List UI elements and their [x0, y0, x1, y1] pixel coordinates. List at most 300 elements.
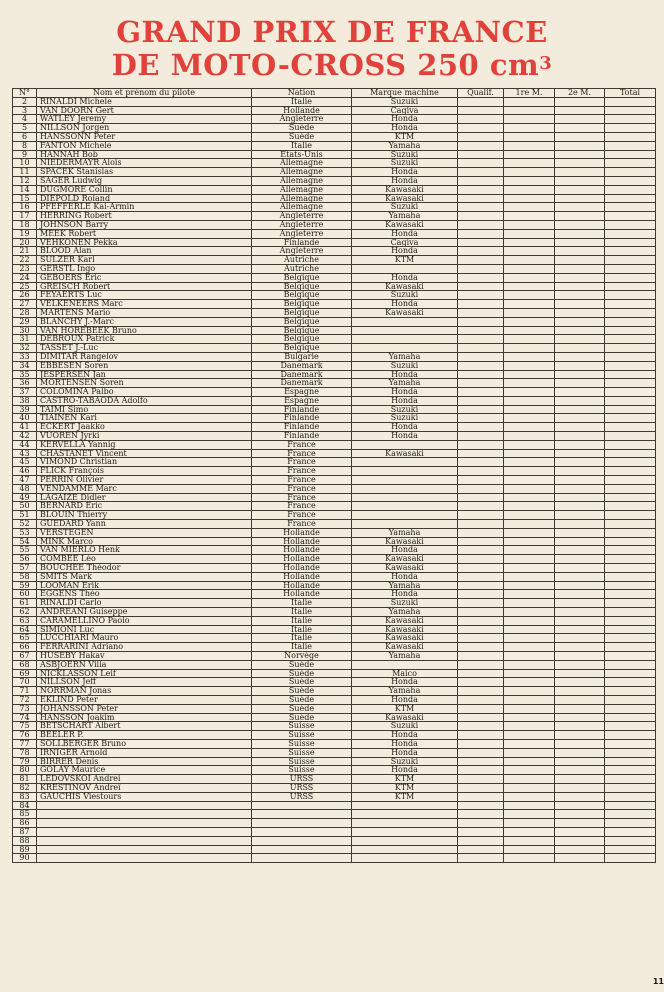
rider-name: FEYAERTS Luc [37, 291, 252, 300]
rider-number: 74 [13, 713, 37, 722]
rider-machine: Kawasaki [352, 220, 458, 229]
rider-number: 14 [13, 185, 37, 194]
qualif-cell [458, 256, 504, 265]
rider-number: 77 [13, 739, 37, 748]
qualif-cell [458, 282, 504, 291]
rider-number: 68 [13, 660, 37, 669]
first-race-cell [504, 511, 555, 520]
qualif-cell [458, 361, 504, 370]
rider-nation: France [252, 440, 352, 449]
rider-machine: Honda [352, 572, 458, 581]
total-cell [605, 273, 656, 282]
rider-name: KRESTINOV Andreï [37, 783, 252, 792]
rider-nation: Danemark [252, 361, 352, 370]
qualif-cell [458, 652, 504, 661]
rider-machine: Suzuki [352, 203, 458, 212]
qualif-cell [458, 669, 504, 678]
rider-nation: Autriche [252, 256, 352, 265]
rider-nation: France [252, 511, 352, 520]
rider-machine [352, 317, 458, 326]
rider-nation: Italie [252, 616, 352, 625]
qualif-cell [458, 247, 504, 256]
rider-number: 76 [13, 731, 37, 740]
table-row [13, 810, 656, 819]
table-row [13, 678, 656, 687]
qualif-cell [458, 159, 504, 168]
rider-name: VELKENEERS Marc [37, 300, 252, 309]
total-cell [605, 660, 656, 669]
rider-name: ECKERT Jaakko [37, 423, 252, 432]
rider-number: 48 [13, 484, 37, 493]
rider-name: LEDOVSKOI Andrei [37, 775, 252, 784]
qualif-cell [458, 564, 504, 573]
rider-name: VEHKONEN Pekka [37, 238, 252, 247]
total-cell [605, 414, 656, 423]
header-machine-brand: Marque machine [352, 89, 458, 98]
qualif-cell [458, 819, 504, 828]
qualif-cell [458, 212, 504, 221]
table-row [13, 616, 656, 625]
rider-nation: France [252, 502, 352, 511]
rider-machine: Honda [352, 370, 458, 379]
rider-number: 17 [13, 212, 37, 221]
table-row [13, 660, 656, 669]
rider-nation: Hollande [252, 572, 352, 581]
qualif-cell [458, 300, 504, 309]
rider-nation: Suisse [252, 748, 352, 757]
total-cell [605, 854, 656, 863]
qualif-cell [458, 766, 504, 775]
rider-number: 30 [13, 326, 37, 335]
rider-machine: Cagiva [352, 106, 458, 115]
table-row [13, 423, 656, 432]
rider-name: CHASTANET Vincent [37, 449, 252, 458]
qualif-cell [458, 493, 504, 502]
rider-name: VAN HOREBEEK Bruno [37, 326, 252, 335]
table-row [13, 643, 656, 652]
rider-machine: Yamaha [352, 352, 458, 361]
rider-nation: Autriche [252, 264, 352, 273]
rider-machine [352, 502, 458, 511]
rider-number: 56 [13, 555, 37, 564]
table-row [13, 766, 656, 775]
total-cell [605, 704, 656, 713]
second-race-cell [555, 669, 605, 678]
rider-machine: Kawasaki [352, 616, 458, 625]
first-race-cell [504, 537, 555, 546]
rider-name: TIAINEN Kari [37, 414, 252, 423]
rider-nation: Suède [252, 695, 352, 704]
first-race-cell [504, 326, 555, 335]
second-race-cell [555, 678, 605, 687]
first-race-cell [504, 572, 555, 581]
total-cell [605, 335, 656, 344]
rider-name: FANTON Michele [37, 141, 252, 150]
total-cell [605, 247, 656, 256]
rider-number: 49 [13, 493, 37, 502]
qualif-cell [458, 783, 504, 792]
total-cell [605, 379, 656, 388]
rider-machine: Kawasaki [352, 713, 458, 722]
table-row [13, 344, 656, 353]
rider-number: 88 [13, 836, 37, 845]
rider-number: 44 [13, 440, 37, 449]
rider-nation: Suisse [252, 757, 352, 766]
rider-machine [352, 845, 458, 854]
first-race-cell [504, 150, 555, 159]
first-race-cell [504, 564, 555, 573]
total-cell [605, 124, 656, 133]
rider-number: 33 [13, 352, 37, 361]
total-cell [605, 783, 656, 792]
rider-number: 27 [13, 300, 37, 309]
rider-machine [352, 819, 458, 828]
second-race-cell [555, 537, 605, 546]
rider-machine: Suzuki [352, 159, 458, 168]
rider-machine: KTM [352, 792, 458, 801]
second-race-cell [555, 432, 605, 441]
second-race-cell [555, 634, 605, 643]
rider-machine: Suzuki [352, 150, 458, 159]
rider-machine: KTM [352, 783, 458, 792]
first-race-cell [504, 132, 555, 141]
qualif-cell [458, 388, 504, 397]
first-race-cell [504, 97, 555, 106]
rider-nation: Belgique [252, 317, 352, 326]
rider-nation: Suède [252, 660, 352, 669]
rider-name: JOHNSON Barry [37, 220, 252, 229]
second-race-cell [555, 801, 605, 810]
table-row [13, 273, 656, 282]
total-cell [605, 555, 656, 564]
second-race-cell [555, 564, 605, 573]
rider-nation: Danemark [252, 379, 352, 388]
rider-number: 89 [13, 845, 37, 854]
rider-machine: Suzuki [352, 722, 458, 731]
first-race-cell [504, 616, 555, 625]
table-row [13, 748, 656, 757]
second-race-cell [555, 783, 605, 792]
total-cell [605, 599, 656, 608]
rider-nation: Hollande [252, 555, 352, 564]
rider-name: ASBJOERN Villa [37, 660, 252, 669]
rider-number: 62 [13, 608, 37, 617]
first-race-cell [504, 440, 555, 449]
total-cell [605, 423, 656, 432]
rider-nation: Espagne [252, 388, 352, 397]
rider-number: 10 [13, 159, 37, 168]
rider-machine: Maico [352, 669, 458, 678]
first-race-cell [504, 405, 555, 414]
rider-number: 70 [13, 678, 37, 687]
rider-name: BLOOD Alan [37, 247, 252, 256]
table-row [13, 115, 656, 124]
rider-machine [352, 810, 458, 819]
qualif-cell [458, 643, 504, 652]
rider-machine: Honda [352, 423, 458, 432]
total-cell [605, 141, 656, 150]
total-cell [605, 801, 656, 810]
rider-name: MINK Marco [37, 537, 252, 546]
rider-machine: Honda [352, 124, 458, 133]
second-race-cell [555, 176, 605, 185]
first-race-cell [504, 854, 555, 863]
qualif-cell [458, 176, 504, 185]
rider-nation: Angleterre [252, 212, 352, 221]
rider-nation: URSS [252, 783, 352, 792]
rider-nation [252, 810, 352, 819]
table-row [13, 695, 656, 704]
rider-name: BIRRER Denis [37, 757, 252, 766]
qualif-cell [458, 141, 504, 150]
rider-machine: Kawasaki [352, 625, 458, 634]
rider-machine: Yamaha [352, 652, 458, 661]
second-race-cell [555, 185, 605, 194]
rider-number: 12 [13, 176, 37, 185]
first-race-cell [504, 722, 555, 731]
rider-nation: Finlande [252, 423, 352, 432]
rider-number: 20 [13, 238, 37, 247]
rider-name: NILLSON Jorgen [37, 124, 252, 133]
table-row [13, 379, 656, 388]
rider-machine [352, 801, 458, 810]
total-cell [605, 326, 656, 335]
second-race-cell [555, 854, 605, 863]
total-cell [605, 291, 656, 300]
total-cell [605, 203, 656, 212]
qualif-cell [458, 335, 504, 344]
qualif-cell [458, 854, 504, 863]
qualif-cell [458, 704, 504, 713]
second-race-cell [555, 300, 605, 309]
total-cell [605, 792, 656, 801]
rider-name: BLOUIN Thierry [37, 511, 252, 520]
rider-nation: Belgique [252, 273, 352, 282]
rider-machine [352, 264, 458, 273]
first-race-cell [504, 493, 555, 502]
rider-name: SIMIONI Luc [37, 625, 252, 634]
first-race-cell [504, 168, 555, 177]
rider-nation [252, 819, 352, 828]
qualif-cell [458, 739, 504, 748]
qualif-cell [458, 757, 504, 766]
second-race-cell [555, 264, 605, 273]
total-cell [605, 608, 656, 617]
first-race-cell [504, 775, 555, 784]
second-race-cell [555, 792, 605, 801]
rider-nation: Hollande [252, 590, 352, 599]
rider-number: 37 [13, 388, 37, 397]
qualif-cell [458, 124, 504, 133]
rider-nation: Hollande [252, 106, 352, 115]
total-cell [605, 722, 656, 731]
second-race-cell [555, 827, 605, 836]
rider-name: RINALDI Carlo [37, 599, 252, 608]
first-race-cell [504, 528, 555, 537]
total-cell [605, 317, 656, 326]
rider-machine: Honda [352, 731, 458, 740]
qualif-cell [458, 467, 504, 476]
header-second-race: 2e M. [555, 89, 605, 98]
first-race-cell [504, 704, 555, 713]
rider-number: 60 [13, 590, 37, 599]
table-row [13, 220, 656, 229]
table-row [13, 476, 656, 485]
total-cell [605, 819, 656, 828]
first-race-cell [504, 317, 555, 326]
total-cell [605, 493, 656, 502]
header-first-race: 1re M. [504, 89, 555, 98]
rider-nation: Allemagne [252, 168, 352, 177]
second-race-cell [555, 616, 605, 625]
rider-nation: Hollande [252, 537, 352, 546]
qualif-cell [458, 713, 504, 722]
total-cell [605, 132, 656, 141]
total-cell [605, 449, 656, 458]
qualif-cell [458, 185, 504, 194]
rider-number: 57 [13, 564, 37, 573]
rider-machine: KTM [352, 132, 458, 141]
second-race-cell [555, 502, 605, 511]
first-race-cell [504, 590, 555, 599]
second-race-cell [555, 572, 605, 581]
first-race-cell [504, 739, 555, 748]
table-row [13, 581, 656, 590]
rider-name: RINALDI Michele [37, 97, 252, 106]
rider-number: 31 [13, 335, 37, 344]
first-race-cell [504, 273, 555, 282]
entry-list-table [12, 88, 656, 863]
first-race-cell [504, 361, 555, 370]
total-cell [605, 168, 656, 177]
table-row [13, 440, 656, 449]
table-row [13, 317, 656, 326]
table-row [13, 555, 656, 564]
rider-nation: Belgique [252, 308, 352, 317]
second-race-cell [555, 449, 605, 458]
first-race-cell [504, 687, 555, 696]
rider-machine: Kawasaki [352, 185, 458, 194]
first-race-cell [504, 783, 555, 792]
table-row [13, 783, 656, 792]
qualif-cell [458, 484, 504, 493]
second-race-cell [555, 326, 605, 335]
rider-number: 69 [13, 669, 37, 678]
rider-name: NICKLASSON Leif [37, 669, 252, 678]
second-race-cell [555, 652, 605, 661]
first-race-cell [504, 678, 555, 687]
table-row [13, 432, 656, 441]
rider-nation: Suisse [252, 739, 352, 748]
rider-name: DUGMORE Collin [37, 185, 252, 194]
first-race-cell [504, 836, 555, 845]
total-cell [605, 432, 656, 441]
rider-number: 85 [13, 810, 37, 819]
first-race-cell [504, 458, 555, 467]
rider-name: BLANCHY J.-Marc [37, 317, 252, 326]
rider-number: 38 [13, 396, 37, 405]
rider-nation: Belgique [252, 291, 352, 300]
total-cell [605, 344, 656, 353]
rider-name: PERRIN Olivier [37, 476, 252, 485]
qualif-cell [458, 537, 504, 546]
first-race-cell [504, 757, 555, 766]
total-cell [605, 115, 656, 124]
qualif-cell [458, 748, 504, 757]
rider-nation: Belgique [252, 344, 352, 353]
table-row [13, 493, 656, 502]
rider-nation: Suède [252, 132, 352, 141]
second-race-cell [555, 845, 605, 854]
rider-nation: France [252, 467, 352, 476]
table-row [13, 132, 656, 141]
qualif-cell [458, 616, 504, 625]
qualif-cell [458, 511, 504, 520]
qualif-cell [458, 168, 504, 177]
total-cell [605, 520, 656, 529]
first-race-cell [504, 229, 555, 238]
qualif-cell [458, 458, 504, 467]
second-race-cell [555, 423, 605, 432]
qualif-cell [458, 308, 504, 317]
qualif-cell [458, 238, 504, 247]
qualif-cell [458, 344, 504, 353]
first-race-cell [504, 176, 555, 185]
second-race-cell [555, 168, 605, 177]
rider-name: HANNAH Bob [37, 150, 252, 159]
table-row [13, 520, 656, 529]
total-cell [605, 300, 656, 309]
total-cell [605, 757, 656, 766]
table-row [13, 801, 656, 810]
table-row [13, 792, 656, 801]
rider-number: 22 [13, 256, 37, 265]
rider-machine: Kawasaki [352, 449, 458, 458]
rider-machine [352, 511, 458, 520]
total-cell [605, 564, 656, 573]
table-row [13, 150, 656, 159]
qualif-cell [458, 423, 504, 432]
rider-name: MARTENS Mario [37, 308, 252, 317]
rider-number: 72 [13, 695, 37, 704]
table-row [13, 405, 656, 414]
rider-name: SAGER Ludwig [37, 176, 252, 185]
rider-number: 26 [13, 291, 37, 300]
rider-nation: France [252, 458, 352, 467]
rider-number: 43 [13, 449, 37, 458]
second-race-cell [555, 352, 605, 361]
table-row [13, 775, 656, 784]
total-cell [605, 827, 656, 836]
rider-name: ANDREANI Guiseppe [37, 608, 252, 617]
qualif-cell [458, 572, 504, 581]
first-race-cell [504, 414, 555, 423]
rider-machine: Yamaha [352, 581, 458, 590]
second-race-cell [555, 379, 605, 388]
rider-name: DIEPOLD Roland [37, 194, 252, 203]
second-race-cell [555, 159, 605, 168]
rider-nation: Allemagne [252, 185, 352, 194]
rider-nation: Hollande [252, 528, 352, 537]
qualif-cell [458, 581, 504, 590]
rider-nation: Angleterre [252, 220, 352, 229]
rider-name: VUOREN Jyrki [37, 432, 252, 441]
qualif-cell [458, 379, 504, 388]
rider-number: 73 [13, 704, 37, 713]
second-race-cell [555, 625, 605, 634]
total-cell [605, 634, 656, 643]
total-cell [605, 440, 656, 449]
